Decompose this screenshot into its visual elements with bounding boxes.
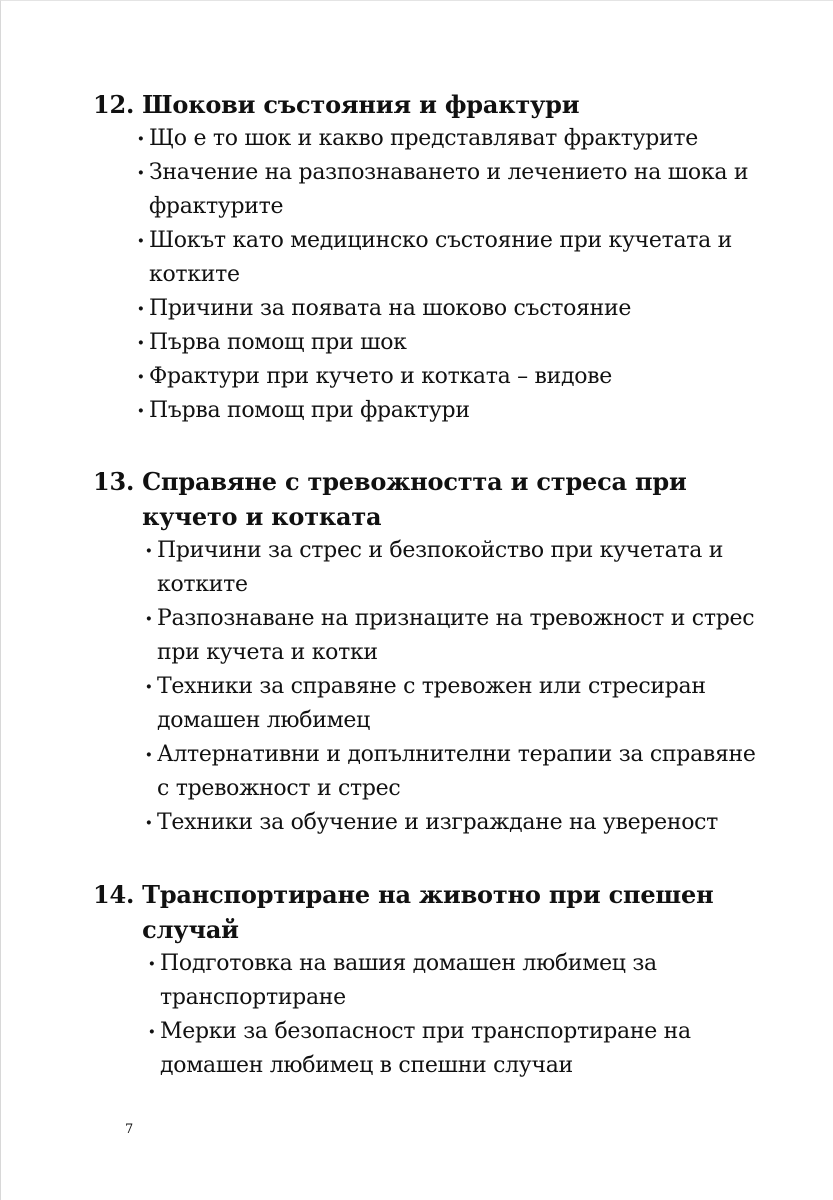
bullet: ·: [145, 810, 153, 836]
bullet: ·: [137, 398, 145, 424]
bullet: ·: [137, 160, 145, 186]
section-items: [93, 534, 773, 840]
bullet: ·: [145, 674, 153, 700]
list-item: · Разпознаване на признаците на тревожност и стрес при кучета и котки: [145, 602, 773, 670]
list-item: · Фрактури при кучето и котката – видове: [137, 360, 773, 394]
section-number: 14.: [93, 880, 135, 909]
section-items: [93, 947, 773, 1083]
section-number: 13.: [93, 467, 135, 496]
section-number: 12.: [93, 90, 135, 119]
section-title: Шокови състояния и фрактури: [142, 90, 580, 119]
list-item: · Техники за справяне с тревожен или стресиран домашен любимец: [145, 670, 773, 738]
section-heading: [93, 464, 773, 534]
section-title: Транспортиране на животно при спешен случай: [142, 880, 714, 944]
list-item: · Алтернативни и допълнителни терапии за справяне с тревожност и стрес: [145, 738, 773, 806]
section-title: Справяне с тревожността и стреса при кучето и котката: [142, 467, 687, 531]
list-item: · Първа помощ при фрактури: [137, 394, 773, 428]
list-item: · Техники за обучение и изграждане на увереност: [145, 806, 773, 840]
list-item: · Първа помощ при шок: [137, 326, 773, 360]
bullet: ·: [145, 742, 153, 768]
list-item: · Шокът като медицинско състояние при кучетата и котките: [137, 224, 773, 292]
bullet: ·: [145, 606, 153, 632]
list-item: · Причини за появата на шоково състояние: [137, 292, 773, 326]
bullet: ·: [137, 228, 145, 254]
bullet: ·: [137, 364, 145, 390]
list-item: · Причини за стрес и безпокойство при кучетата и котките: [145, 534, 773, 602]
page-number: 7: [125, 1122, 134, 1137]
list-item: · Значение на разпознаването и лечението на шока и фрактурите: [137, 156, 773, 224]
section-items: [93, 122, 773, 428]
section-heading: [93, 87, 773, 122]
section-12: [93, 87, 773, 428]
bullet: ·: [148, 1019, 156, 1045]
bullet: ·: [145, 538, 153, 564]
bullet: ·: [148, 951, 156, 977]
bullet: ·: [137, 330, 145, 356]
section-13: [93, 464, 773, 840]
section-14: [93, 877, 773, 1083]
list-item: · Подготовка на вашия домашен любимец за транспортиране: [148, 947, 773, 1015]
list-item: · Що е то шок и какво представляват фрактурите: [137, 122, 773, 156]
section-heading: [93, 877, 773, 947]
list-item: · Мерки за безопасност при транспортиране на домашен любимец в спешни случаи: [148, 1015, 773, 1083]
bullet: ·: [137, 296, 145, 322]
bullet: ·: [137, 126, 145, 152]
